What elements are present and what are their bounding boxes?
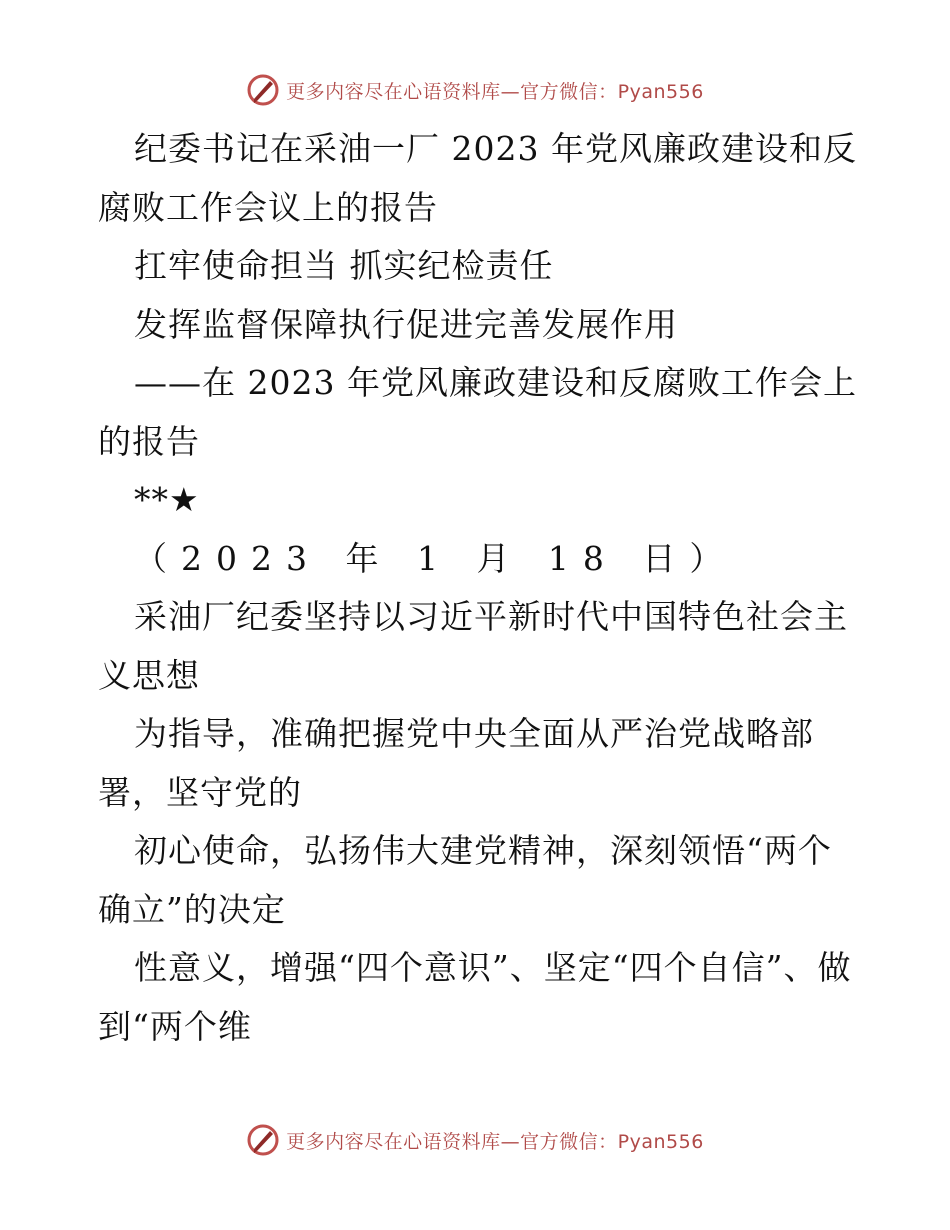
body-paragraph-3: 初心使命，弘扬伟大建党精神，深刻领悟“两个确立”的决定 — [98, 831, 832, 929]
author-line: **★ — [134, 480, 200, 519]
body-paragraph-2: 为指导，准确把握党中央全面从严治党战略部署，坚守党的 — [98, 714, 814, 812]
date-line: （2023 年 1 月 18 日） — [134, 538, 737, 578]
body-paragraph-4: 性意义，增强“四个意识”、坚定“四个自信”、做到“两个维 — [98, 948, 852, 1046]
watermark-text: 更多内容尽在心语资料库—官方微信：Pyan556 — [286, 80, 704, 103]
headline-1: 扛牢使命担当 抓实纪检责任 — [134, 246, 554, 285]
quill-logo-icon — [246, 73, 280, 107]
header-watermark — [0, 70, 950, 110]
subtitle-line: ——在 2023 年党风廉政建设和反腐败工作会上的报告 — [98, 363, 857, 461]
watermark-text: 更多内容尽在心语资料库—官方微信：Pyan556 — [286, 1130, 704, 1153]
headline-2: 发挥监督保障执行促进完善发展作用 — [134, 304, 678, 344]
body-paragraph-1: 采油厂纪委坚持以习近平新时代中国特色社会主义思想 — [98, 597, 848, 695]
title-line: 纪委书记在采油一厂 2023 年党风廉政建设和反腐败工作会议上的报告 — [98, 129, 857, 227]
footer-watermark — [0, 1120, 950, 1160]
quill-logo-icon — [246, 1123, 280, 1157]
document-body — [98, 120, 858, 1056]
